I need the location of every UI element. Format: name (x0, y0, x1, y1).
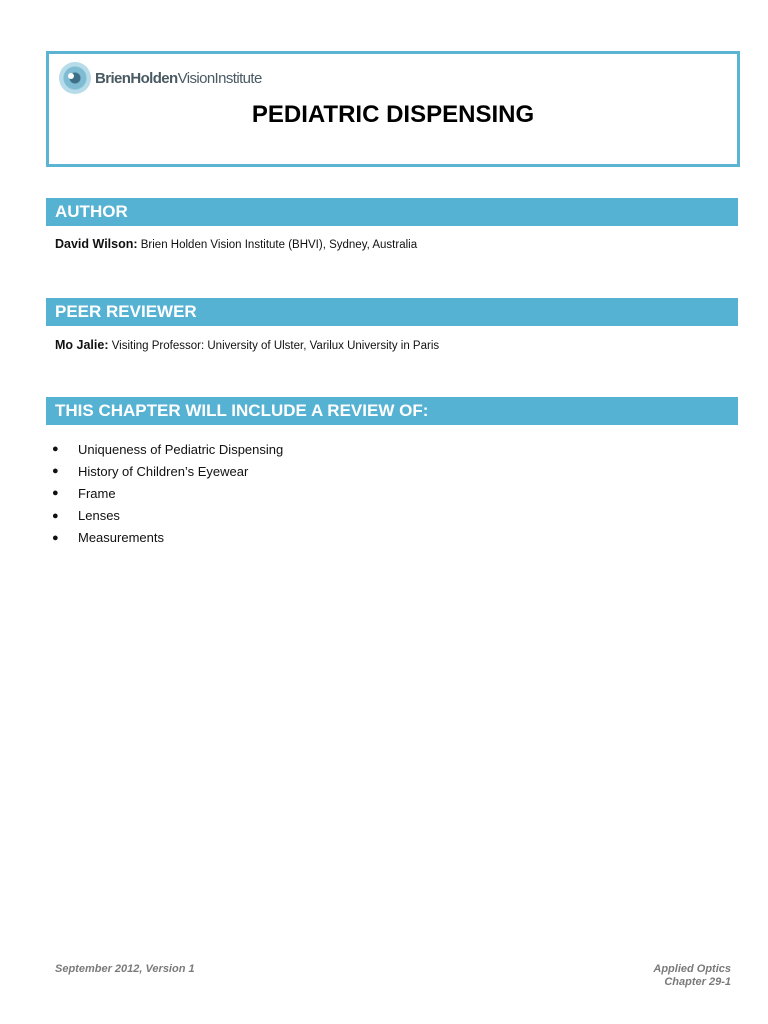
review-list (52, 438, 283, 549)
logo-text-light: VisionInstitute (177, 69, 262, 87)
list-item (52, 438, 283, 460)
institute-logo (59, 62, 262, 94)
footer-chapter-info (653, 963, 731, 989)
footer-book-title: Applied Optics (653, 963, 731, 975)
list-item-text: Uniqueness of Pediatric Dispensing (78, 441, 284, 457)
peer-reviewer-heading: PEER REVIEWER (46, 298, 738, 326)
list-item-text: Frame (78, 485, 116, 501)
bullet-icon: ● (52, 443, 59, 456)
review-heading: THIS CHAPTER WILL INCLUDE A REVIEW OF: (46, 397, 738, 425)
logo-text (95, 70, 262, 87)
list-item (52, 482, 283, 504)
author-name: David Wilson: (55, 237, 138, 251)
list-item (52, 460, 283, 482)
list-item (52, 505, 283, 527)
bullet-icon: ● (52, 531, 59, 544)
bullet-icon: ● (52, 465, 59, 478)
logo-text-bold: BrienHolden (95, 69, 178, 87)
list-item-text: Lenses (78, 508, 120, 524)
list-item-text: Measurements (78, 530, 164, 546)
title-box (46, 51, 740, 167)
author-affiliation: Brien Holden Vision Institute (BHVI), Sydney, Australia (140, 239, 418, 251)
reviewer-affiliation: Visiting Professor: University of Ulster, Varilux University in Paris (111, 340, 440, 352)
author-line (55, 237, 417, 251)
eye-logo-icon (59, 62, 91, 94)
footer-chapter-number: Chapter 29-1 (664, 976, 731, 988)
reviewer-name: Mo Jalie: (55, 338, 109, 352)
list-item-text: History of Children’s Eyewear (78, 463, 249, 479)
bullet-icon: ● (52, 509, 59, 522)
list-item (52, 527, 283, 549)
reviewer-line (55, 338, 439, 352)
footer-date-version: September 2012, Version 1 (55, 963, 195, 975)
author-heading: AUTHOR (46, 198, 738, 226)
bullet-icon: ● (52, 487, 59, 500)
document-title: PEDIATRIC DISPENSING (251, 101, 535, 128)
